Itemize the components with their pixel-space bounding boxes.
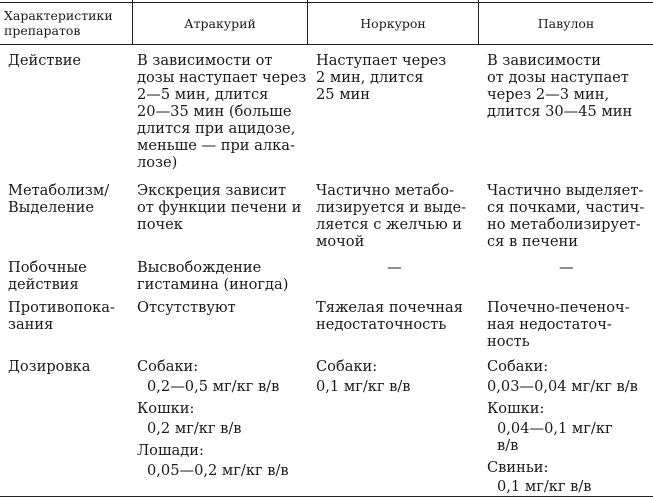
row-label-metabolism: Метаболизм/ Выделение — [8, 182, 110, 216]
header-characteristics: Характеристики препаратов — [4, 8, 113, 38]
header-norcuron: Норкурон — [360, 15, 426, 31]
dosage-pavulon-pigs-value: 0,1 мг/кг в/в — [497, 478, 592, 495]
dosage-atracurium-cats-value: 0,2 мг/кг в/в — [147, 420, 242, 437]
dosage-atracurium-horses-value: 0,05—0,2 мг/кг в/в — [147, 462, 289, 479]
dosage-atracurium-cats-label: Кошки: — [137, 400, 195, 417]
dosage-pavulon-cats-label: Кошки: — [487, 400, 545, 417]
cell-side-effects-atracurium: Высвобождение гистамина (иногда) — [137, 259, 289, 293]
cell-side-effects-norcuron: — — [387, 259, 402, 276]
dosage-pavulon-dogs-label: Собаки: — [487, 358, 549, 375]
cell-action-atracurium: В зависимости от дозы наступает через 2—5 мин, длится 20—35 мин (больше длится при ацидозе, меньше — при алка- лозе) — [137, 52, 307, 171]
cell-contraindications-norcuron: Тяжелая почечная недостаточность — [316, 299, 463, 333]
cell-metabolism-norcuron: Частично метабо- лизируется и выде- ляется с желчью и мочой — [316, 182, 467, 250]
dosage-norcuron-dogs-value: 0,1 мг/кг в/в — [316, 378, 411, 395]
cell-side-effects-pavulon: — — [559, 259, 574, 276]
dosage-norcuron-dogs-label: Собаки: — [316, 358, 378, 375]
row-label-action: Действие — [8, 52, 82, 69]
cell-action-pavulon: В зависимости от дозы наступает через 2—3 мин, длится 30—45 мин — [487, 52, 633, 120]
dosage-atracurium-dogs-value: 0,2—0,5 мг/кг в/в — [147, 378, 280, 395]
cell-metabolism-pavulon: Частично выделяет- ся почками, частич- но метаболизирует- ся в печени — [487, 182, 645, 250]
dosage-pavulon-dogs-value: 0,03—0,04 мг/кг в/в — [487, 378, 638, 395]
row-label-dosage: Дозировка — [8, 358, 91, 375]
cell-metabolism-atracurium: Экскреция зависит от функции печени и почек — [137, 182, 302, 233]
dosage-atracurium-dogs-label: Собаки: — [137, 358, 199, 375]
cell-action-norcuron: Наступает через 2 мин, длится 25 мин — [316, 52, 447, 103]
row-label-contraindications: Противопока- зания — [8, 299, 115, 333]
dosage-pavulon-cats-value: 0,04—0,1 мг/кг в/в — [497, 420, 613, 454]
header-atracurium: Атракурий — [184, 15, 256, 31]
cell-contraindications-atracurium: Отсутствуют — [137, 299, 236, 316]
table-bottom-border — [0, 496, 653, 497]
header-pavulon: Павулон — [537, 15, 595, 31]
dosage-pavulon-pigs-label: Свиньи: — [487, 459, 549, 476]
dosage-atracurium-horses-label: Лошади: — [137, 442, 204, 459]
cell-contraindications-pavulon: Почечно-печеноч- ная недостаточ- ность — [487, 299, 630, 350]
row-label-side-effects: Побочные действия — [8, 259, 87, 293]
header-bottom-border — [0, 44, 653, 45]
